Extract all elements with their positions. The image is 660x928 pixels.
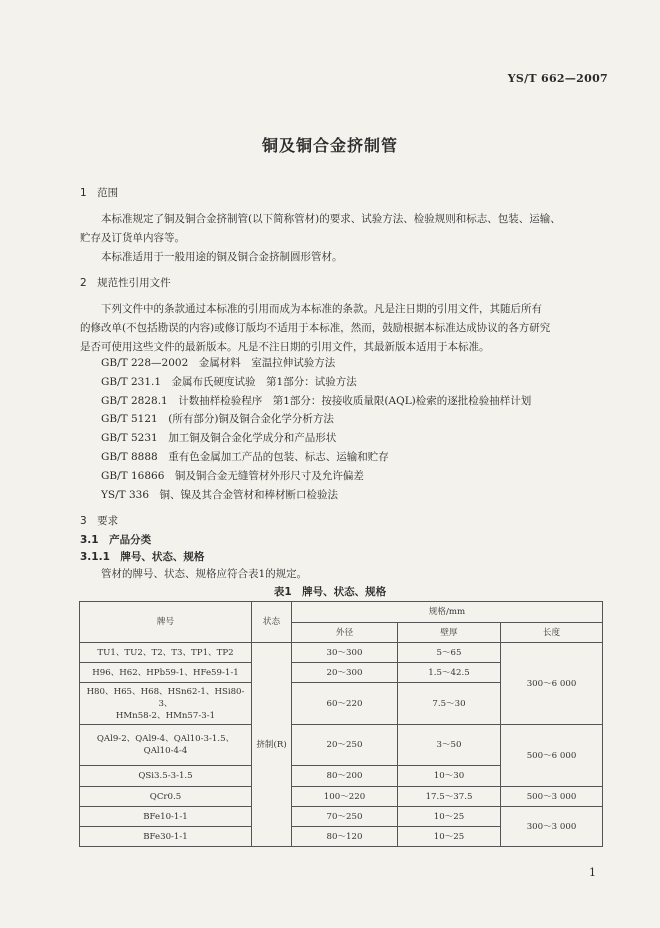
reference-code: GB/T 5121 (101, 413, 158, 425)
wall-cell: 5～65 (398, 643, 501, 663)
header-length: 长度 (501, 623, 603, 643)
reference-code: GB/T 16866 (101, 470, 165, 482)
grade-cell (80, 807, 252, 827)
section-2-paragraph-line-1: 下列文件中的条款通过本标准的引用而成为本标准的条款。凡是注日期的引用文件，其随后所有 (101, 303, 542, 315)
grade-cell (80, 725, 252, 766)
wall-cell: 7.5～30 (398, 683, 501, 725)
reference-code: GB/T 8888 (101, 451, 158, 463)
reference-title: 铜、镍及其合金管材和棒材断口检验法 (159, 489, 339, 501)
grade-cell (80, 663, 252, 683)
od-cell: 70～250 (292, 807, 398, 827)
section-2-paragraph-line-2: 的修改单(不包括勘误的内容)或修订版均不适用于本标准，然而，鼓励根据本标准达成协议的各方研究 (80, 322, 551, 334)
table-row (80, 787, 603, 807)
wall-cell: 1.5～42.5 (398, 663, 501, 683)
standard-number: YS/T 662—2007 (507, 72, 608, 85)
wall-cell: 10～25 (398, 827, 501, 847)
reference-item (101, 469, 364, 483)
grade-line: QAl9-2、QAl9-4、QAl10-3-1.5、 (96, 734, 235, 744)
table-caption: 表1 牌号、状态、规格 (273, 586, 387, 598)
reference-title: 计数抽样检验程序 第1部分：按接收质量限(AQL)检索的逐批检验抽样计划 (178, 395, 532, 407)
grade-line: BFe10-1-1 (143, 811, 188, 822)
reference-code: GB/T 2828.1 (101, 395, 168, 407)
table-row (80, 725, 603, 766)
wall-cell: 10～25 (398, 807, 501, 827)
length-cell: 500～3 000 (501, 787, 603, 807)
table-row (80, 643, 603, 663)
reference-item (101, 394, 531, 408)
grade-line: TU1、TU2、T2、T3、TP1、TP2 (97, 647, 234, 658)
grade-cell (80, 766, 252, 787)
grade-line: QAl10-4-4 (143, 746, 188, 756)
section-3-1-1-paragraph: 管材的牌号、状态、规格应符合表1的规定。 (101, 568, 308, 580)
reference-item (101, 450, 389, 464)
od-cell: 80～120 (292, 827, 398, 847)
grade-line: QCr0.5 (149, 791, 182, 802)
grade-line: BFe30-1-1 (143, 831, 188, 842)
grade-line: H96、H62、HPb59-1、HFe59-1-1 (92, 667, 239, 678)
reference-code: GB/T 5231 (101, 432, 158, 444)
header-grade: 牌号 (80, 602, 252, 643)
grade-temper-spec-table (79, 601, 603, 847)
page-number: 1 (589, 866, 596, 879)
grade-cell (80, 683, 252, 725)
grade-line: HMn58-2、HMn57-3-1 (115, 710, 216, 721)
section-1-paragraph-2: 本标准适用于一般用途的铜及铜合金挤制圆形管材。 (101, 251, 343, 263)
reference-item (101, 356, 335, 370)
section-3-heading: 3 要求 (80, 515, 119, 527)
table-row (80, 807, 603, 827)
length-cell: 500～6 000 (501, 725, 603, 787)
od-cell: 20～250 (292, 725, 398, 766)
grade-cell (80, 643, 252, 663)
od-cell: 30～300 (292, 643, 398, 663)
temper-cell: 挤制(R) (252, 643, 292, 847)
section-2-paragraph-line-3: 是否可使用这些文件的最新版本。凡是不注日期的引用文件，其最新版本适用于本标准。 (80, 341, 490, 353)
section-2-heading: 2 规范性引用文件 (80, 277, 171, 289)
reference-title: (所有部分)铜及铜合金化学分析方法 (168, 413, 334, 425)
section-1-paragraph-1-line-2: 贮存及订货单内容等。 (80, 232, 185, 244)
od-cell: 100～220 (292, 787, 398, 807)
reference-code: YS/T 336 (101, 489, 150, 501)
reference-title: 金属布氏硬度试验 第1部分：试验方法 (171, 376, 357, 388)
grade-line: H80、H65、H68、HSn62-1、HSi80-3、 (86, 686, 245, 709)
header-temper: 状态 (252, 602, 292, 643)
reference-title: 加工铜及铜合金化学成分和产品形状 (168, 432, 337, 444)
header-spec: 规格/mm (292, 602, 603, 623)
length-cell: 300～3 000 (501, 807, 603, 847)
reference-item (101, 412, 334, 426)
reference-item (101, 375, 357, 389)
wall-cell: 3～50 (398, 725, 501, 766)
wall-cell: 17.5～37.5 (398, 787, 501, 807)
reference-code: GB/T 231.1 (101, 376, 162, 388)
wall-cell: 10～30 (398, 766, 501, 787)
od-cell: 80～200 (292, 766, 398, 787)
reference-title: 铜及铜合金无缝管材外形尺寸及允许偏差 (174, 470, 364, 482)
reference-item (101, 431, 336, 445)
section-1-heading: 1 范围 (80, 187, 119, 199)
od-cell: 20～300 (292, 663, 398, 683)
grade-cell (80, 787, 252, 807)
reference-code: GB/T 228—2002 (101, 357, 189, 369)
reference-title: 重有色金属加工产品的包装、标志、运输和贮存 (168, 451, 389, 463)
grade-line: QSi3.5-3-1.5 (138, 771, 193, 781)
header-outer-diameter: 外径 (292, 623, 398, 643)
grade-cell (80, 827, 252, 847)
header-wall-thickness: 壁厚 (398, 623, 501, 643)
od-cell: 60～220 (292, 683, 398, 725)
section-1-paragraph-1-line-1: 本标准规定了铜及铜合金挤制管(以下简称管材)的要求、试验方法、检验规则和标志、包装、运输、 (101, 213, 561, 225)
section-3-1-heading: 3.1 产品分类 (80, 534, 152, 546)
reference-item (101, 488, 338, 502)
length-cell: 300～6 000 (501, 643, 603, 725)
document-title: 铜及铜合金挤制管 (261, 136, 398, 155)
reference-title: 金属材料 室温拉伸试验方法 (198, 357, 336, 369)
section-3-1-1-heading: 3.1.1 牌号、状态、规格 (80, 551, 205, 563)
